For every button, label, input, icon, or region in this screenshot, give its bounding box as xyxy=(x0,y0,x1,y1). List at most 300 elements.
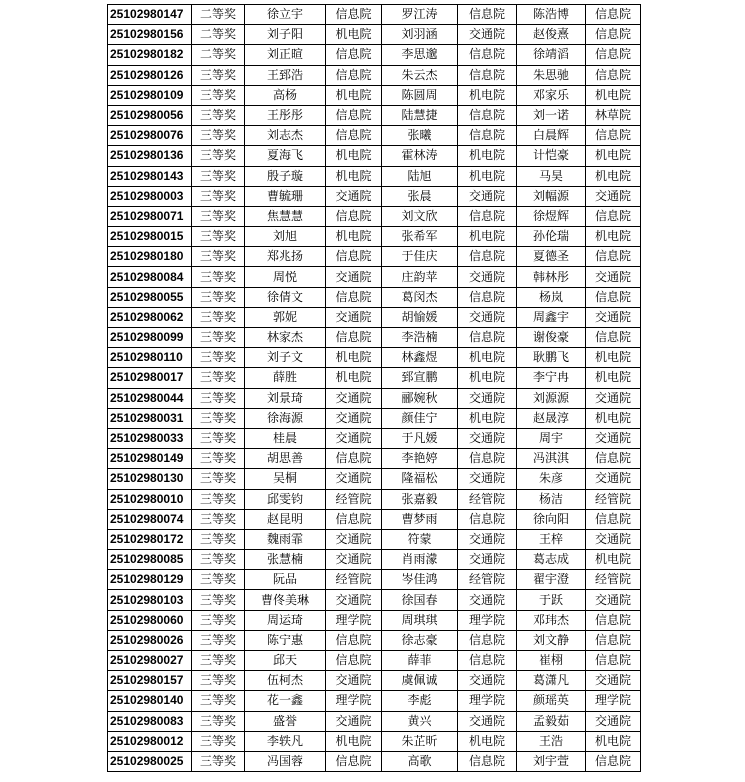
member-3-college-cell: 交通院 xyxy=(586,267,641,287)
member-1-college-cell: 信息院 xyxy=(326,65,382,85)
member-3-name-cell: 杨岚 xyxy=(517,287,586,307)
member-2-college-cell: 机电院 xyxy=(458,85,517,105)
member-2-name-cell: 陆旭 xyxy=(382,166,458,186)
member-3-college-cell: 信息院 xyxy=(586,328,641,348)
member-1-name-cell: 刘子阳 xyxy=(245,25,326,45)
team-id-cell: 25102980012 xyxy=(108,731,192,751)
member-3-name-cell: 马昊 xyxy=(517,166,586,186)
award-level-cell: 三等奖 xyxy=(192,731,245,751)
member-1-college-cell: 交通院 xyxy=(326,428,382,448)
member-2-name-cell: 张希军 xyxy=(382,227,458,247)
award-level-cell: 三等奖 xyxy=(192,671,245,691)
member-2-college-cell: 经管院 xyxy=(458,489,517,509)
member-3-name-cell: 陈浩博 xyxy=(517,5,586,25)
award-level-cell: 三等奖 xyxy=(192,428,245,448)
member-2-college-cell: 理学院 xyxy=(458,691,517,711)
member-3-name-cell: 葛志成 xyxy=(517,550,586,570)
member-3-college-cell: 机电院 xyxy=(586,550,641,570)
member-2-name-cell: 张曦 xyxy=(382,126,458,146)
member-1-college-cell: 交通院 xyxy=(326,307,382,327)
member-3-name-cell: 刘文静 xyxy=(517,630,586,650)
table-row xyxy=(108,388,641,408)
award-level-cell: 三等奖 xyxy=(192,550,245,570)
member-1-college-cell: 信息院 xyxy=(326,247,382,267)
member-1-name-cell: 周运琦 xyxy=(245,610,326,630)
member-1-name-cell: 焦慧慧 xyxy=(245,206,326,226)
table-row xyxy=(108,5,641,25)
table-row xyxy=(108,711,641,731)
member-2-name-cell: 朱云杰 xyxy=(382,65,458,85)
member-3-name-cell: 耿鹏飞 xyxy=(517,348,586,368)
member-2-college-cell: 机电院 xyxy=(458,166,517,186)
team-id-cell: 25102980129 xyxy=(108,570,192,590)
team-id-cell: 25102980099 xyxy=(108,328,192,348)
team-id-cell: 25102980044 xyxy=(108,388,192,408)
member-1-name-cell: 刘子文 xyxy=(245,348,326,368)
team-id-cell: 25102980180 xyxy=(108,247,192,267)
award-level-cell: 三等奖 xyxy=(192,287,245,307)
member-3-college-cell: 交通院 xyxy=(586,307,641,327)
team-id-cell: 25102980003 xyxy=(108,186,192,206)
member-1-college-cell: 信息院 xyxy=(326,751,382,771)
member-2-name-cell: 颜佳宁 xyxy=(382,408,458,428)
member-1-name-cell: 王郅浩 xyxy=(245,65,326,85)
member-1-name-cell: 郭妮 xyxy=(245,307,326,327)
team-id-cell: 25102980062 xyxy=(108,307,192,327)
team-id-cell: 25102980033 xyxy=(108,428,192,448)
team-id-cell: 25102980149 xyxy=(108,449,192,469)
member-2-name-cell: 周琪琪 xyxy=(382,610,458,630)
member-1-college-cell: 信息院 xyxy=(326,206,382,226)
member-1-college-cell: 交通院 xyxy=(326,267,382,287)
member-2-college-cell: 信息院 xyxy=(458,206,517,226)
member-1-name-cell: 周悦 xyxy=(245,267,326,287)
member-2-college-cell: 经管院 xyxy=(458,570,517,590)
member-2-college-cell: 信息院 xyxy=(458,287,517,307)
award-level-cell: 三等奖 xyxy=(192,610,245,630)
member-1-name-cell: 桂晨 xyxy=(245,428,326,448)
member-2-college-cell: 信息院 xyxy=(458,5,517,25)
member-1-college-cell: 信息院 xyxy=(326,45,382,65)
award-level-cell: 三等奖 xyxy=(192,186,245,206)
table-body xyxy=(108,5,641,772)
team-id-cell: 25102980060 xyxy=(108,610,192,630)
member-2-name-cell: 于凡媛 xyxy=(382,428,458,448)
table-row xyxy=(108,428,641,448)
member-1-name-cell: 林家杰 xyxy=(245,328,326,348)
member-2-name-cell: 岑佳鸿 xyxy=(382,570,458,590)
member-2-college-cell: 信息院 xyxy=(458,105,517,125)
member-1-name-cell: 魏雨霏 xyxy=(245,529,326,549)
award-level-cell: 三等奖 xyxy=(192,146,245,166)
member-3-college-cell: 机电院 xyxy=(586,368,641,388)
member-2-name-cell: 刘文欣 xyxy=(382,206,458,226)
member-3-college-cell: 信息院 xyxy=(586,25,641,45)
member-2-name-cell: 徐国春 xyxy=(382,590,458,610)
award-level-cell: 三等奖 xyxy=(192,469,245,489)
member-1-college-cell: 机电院 xyxy=(326,166,382,186)
member-2-college-cell: 信息院 xyxy=(458,45,517,65)
member-1-college-cell: 交通院 xyxy=(326,186,382,206)
member-3-college-cell: 交通院 xyxy=(586,529,641,549)
member-1-college-cell: 交通院 xyxy=(326,590,382,610)
member-2-name-cell: 陆慧捷 xyxy=(382,105,458,125)
member-2-college-cell: 交通院 xyxy=(458,469,517,489)
member-1-college-cell: 信息院 xyxy=(326,630,382,650)
member-2-name-cell: 朱芷昕 xyxy=(382,731,458,751)
member-1-name-cell: 赵昆明 xyxy=(245,509,326,529)
member-1-name-cell: 刘正暄 xyxy=(245,45,326,65)
member-3-name-cell: 孙伦瑞 xyxy=(517,227,586,247)
member-1-college-cell: 理学院 xyxy=(326,691,382,711)
award-level-cell: 二等奖 xyxy=(192,5,245,25)
member-2-college-cell: 信息院 xyxy=(458,247,517,267)
table-row xyxy=(108,328,641,348)
award-level-cell: 三等奖 xyxy=(192,711,245,731)
award-level-cell: 三等奖 xyxy=(192,751,245,771)
award-level-cell: 二等奖 xyxy=(192,45,245,65)
member-1-name-cell: 冯国蓉 xyxy=(245,751,326,771)
award-level-cell: 三等奖 xyxy=(192,449,245,469)
member-1-name-cell: 薛胜 xyxy=(245,368,326,388)
member-3-name-cell: 邓家乐 xyxy=(517,85,586,105)
member-2-college-cell: 交通院 xyxy=(458,25,517,45)
award-level-cell: 三等奖 xyxy=(192,126,245,146)
member-1-name-cell: 胡思善 xyxy=(245,449,326,469)
member-1-name-cell: 阮品 xyxy=(245,570,326,590)
team-id-cell: 25102980147 xyxy=(108,5,192,25)
member-3-college-cell: 交通院 xyxy=(586,388,641,408)
table-row xyxy=(108,307,641,327)
member-1-college-cell: 交通院 xyxy=(326,408,382,428)
member-2-name-cell: 林鑫煜 xyxy=(382,348,458,368)
award-level-cell: 三等奖 xyxy=(192,267,245,287)
member-3-name-cell: 孟毅茹 xyxy=(517,711,586,731)
member-1-college-cell: 理学院 xyxy=(326,610,382,630)
member-3-name-cell: 赵晟淳 xyxy=(517,408,586,428)
member-2-college-cell: 理学院 xyxy=(458,610,517,630)
member-1-name-cell: 王彤彤 xyxy=(245,105,326,125)
table-row xyxy=(108,731,641,751)
member-3-name-cell: 白晨辉 xyxy=(517,126,586,146)
member-3-college-cell: 信息院 xyxy=(586,206,641,226)
member-1-name-cell: 刘志杰 xyxy=(245,126,326,146)
table-row xyxy=(108,105,641,125)
member-3-college-cell: 信息院 xyxy=(586,5,641,25)
member-1-name-cell: 吴桐 xyxy=(245,469,326,489)
member-2-name-cell: 高歌 xyxy=(382,751,458,771)
member-3-name-cell: 计恺豪 xyxy=(517,146,586,166)
member-1-name-cell: 徐立宇 xyxy=(245,5,326,25)
member-2-name-cell: 郅宣鹏 xyxy=(382,368,458,388)
team-id-cell: 25102980172 xyxy=(108,529,192,549)
team-id-cell: 25102980130 xyxy=(108,469,192,489)
member-1-college-cell: 机电院 xyxy=(326,368,382,388)
member-1-name-cell: 陈宁惠 xyxy=(245,630,326,650)
award-level-cell: 三等奖 xyxy=(192,166,245,186)
member-1-college-cell: 机电院 xyxy=(326,731,382,751)
award-level-cell: 三等奖 xyxy=(192,529,245,549)
team-id-cell: 25102980017 xyxy=(108,368,192,388)
member-1-college-cell: 信息院 xyxy=(326,5,382,25)
member-3-name-cell: 翟宇澄 xyxy=(517,570,586,590)
member-3-college-cell: 机电院 xyxy=(586,85,641,105)
team-id-cell: 25102980031 xyxy=(108,408,192,428)
table-row xyxy=(108,45,641,65)
member-1-college-cell: 机电院 xyxy=(326,25,382,45)
member-3-name-cell: 刘幅源 xyxy=(517,186,586,206)
member-1-name-cell: 刘旭 xyxy=(245,227,326,247)
table-row xyxy=(108,65,641,85)
member-1-college-cell: 信息院 xyxy=(326,287,382,307)
member-3-college-cell: 机电院 xyxy=(586,146,641,166)
member-3-college-cell: 交通院 xyxy=(586,590,641,610)
member-3-name-cell: 朱彦 xyxy=(517,469,586,489)
table-row xyxy=(108,570,641,590)
member-3-college-cell: 信息院 xyxy=(586,65,641,85)
member-2-college-cell: 交通院 xyxy=(458,550,517,570)
member-2-name-cell: 葛闵杰 xyxy=(382,287,458,307)
award-level-cell: 三等奖 xyxy=(192,408,245,428)
member-3-college-cell: 交通院 xyxy=(586,711,641,731)
member-2-college-cell: 信息院 xyxy=(458,651,517,671)
member-2-college-cell: 信息院 xyxy=(458,65,517,85)
member-3-college-cell: 交通院 xyxy=(586,186,641,206)
member-2-name-cell: 于佳庆 xyxy=(382,247,458,267)
member-1-college-cell: 机电院 xyxy=(326,348,382,368)
table-row xyxy=(108,489,641,509)
table-row xyxy=(108,287,641,307)
member-1-college-cell: 交通院 xyxy=(326,529,382,549)
table-row xyxy=(108,186,641,206)
member-1-name-cell: 高杨 xyxy=(245,85,326,105)
award-level-cell: 三等奖 xyxy=(192,630,245,650)
member-1-college-cell: 交通院 xyxy=(326,711,382,731)
member-2-name-cell: 薛菲 xyxy=(382,651,458,671)
member-2-name-cell: 肖雨濛 xyxy=(382,550,458,570)
member-2-name-cell: 符蒙 xyxy=(382,529,458,549)
member-2-name-cell: 李浩楠 xyxy=(382,328,458,348)
table-row xyxy=(108,408,641,428)
member-3-college-cell: 信息院 xyxy=(586,45,641,65)
member-2-college-cell: 交通院 xyxy=(458,590,517,610)
award-level-cell: 三等奖 xyxy=(192,388,245,408)
member-3-name-cell: 刘宇萱 xyxy=(517,751,586,771)
team-id-cell: 25102980027 xyxy=(108,651,192,671)
table-row xyxy=(108,267,641,287)
member-3-college-cell: 机电院 xyxy=(586,227,641,247)
member-1-name-cell: 花一鑫 xyxy=(245,691,326,711)
member-1-college-cell: 交通院 xyxy=(326,671,382,691)
member-3-name-cell: 徐煜辉 xyxy=(517,206,586,226)
member-1-college-cell: 交通院 xyxy=(326,550,382,570)
member-3-college-cell: 交通院 xyxy=(586,469,641,489)
member-2-name-cell: 陈圆周 xyxy=(382,85,458,105)
member-3-name-cell: 邓玮杰 xyxy=(517,610,586,630)
member-2-college-cell: 机电院 xyxy=(458,368,517,388)
team-id-cell: 25102980126 xyxy=(108,65,192,85)
team-id-cell: 25102980110 xyxy=(108,348,192,368)
member-1-college-cell: 交通院 xyxy=(326,388,382,408)
member-3-college-cell: 机电院 xyxy=(586,348,641,368)
member-2-college-cell: 信息院 xyxy=(458,630,517,650)
member-3-name-cell: 朱思驰 xyxy=(517,65,586,85)
table-row xyxy=(108,469,641,489)
team-id-cell: 25102980143 xyxy=(108,166,192,186)
member-3-college-cell: 林草院 xyxy=(586,105,641,125)
member-3-name-cell: 刘源源 xyxy=(517,388,586,408)
table-row xyxy=(108,691,641,711)
member-3-name-cell: 韩林彤 xyxy=(517,267,586,287)
member-1-college-cell: 经管院 xyxy=(326,570,382,590)
member-1-college-cell: 信息院 xyxy=(326,651,382,671)
member-3-college-cell: 信息院 xyxy=(586,449,641,469)
member-2-name-cell: 庄韵苹 xyxy=(382,267,458,287)
award-level-cell: 三等奖 xyxy=(192,105,245,125)
member-2-college-cell: 信息院 xyxy=(458,751,517,771)
member-2-college-cell: 机电院 xyxy=(458,227,517,247)
member-3-name-cell: 谢俊豪 xyxy=(517,328,586,348)
member-1-name-cell: 徐海源 xyxy=(245,408,326,428)
member-2-name-cell: 张晨 xyxy=(382,186,458,206)
award-level-cell: 三等奖 xyxy=(192,691,245,711)
award-level-cell: 三等奖 xyxy=(192,247,245,267)
table-row xyxy=(108,590,641,610)
team-id-cell: 25102980010 xyxy=(108,489,192,509)
member-1-name-cell: 殷子璇 xyxy=(245,166,326,186)
member-2-name-cell: 胡愉媛 xyxy=(382,307,458,327)
member-1-name-cell: 伍柯杰 xyxy=(245,671,326,691)
member-1-name-cell: 郑兆扬 xyxy=(245,247,326,267)
member-2-college-cell: 交通院 xyxy=(458,428,517,448)
member-3-name-cell: 杨洁 xyxy=(517,489,586,509)
member-2-college-cell: 交通院 xyxy=(458,186,517,206)
award-level-cell: 三等奖 xyxy=(192,307,245,327)
table-row xyxy=(108,368,641,388)
member-3-name-cell: 夏德圣 xyxy=(517,247,586,267)
table-row xyxy=(108,509,641,529)
award-level-cell: 三等奖 xyxy=(192,590,245,610)
member-3-name-cell: 王浩 xyxy=(517,731,586,751)
team-id-cell: 25102980056 xyxy=(108,105,192,125)
member-2-college-cell: 机电院 xyxy=(458,408,517,428)
team-id-cell: 25102980084 xyxy=(108,267,192,287)
team-id-cell: 25102980055 xyxy=(108,287,192,307)
member-1-name-cell: 曹毓珊 xyxy=(245,186,326,206)
member-2-college-cell: 交通院 xyxy=(458,671,517,691)
member-1-name-cell: 邱雯钧 xyxy=(245,489,326,509)
member-3-name-cell: 刘一诺 xyxy=(517,105,586,125)
member-2-college-cell: 交通院 xyxy=(458,711,517,731)
member-2-name-cell: 李思邈 xyxy=(382,45,458,65)
award-level-cell: 二等奖 xyxy=(192,25,245,45)
member-3-college-cell: 信息院 xyxy=(586,247,641,267)
member-1-college-cell: 经管院 xyxy=(326,489,382,509)
member-1-name-cell: 盛誉 xyxy=(245,711,326,731)
member-2-college-cell: 信息院 xyxy=(458,328,517,348)
member-1-college-cell: 机电院 xyxy=(326,85,382,105)
member-2-college-cell: 信息院 xyxy=(458,449,517,469)
member-3-college-cell: 信息院 xyxy=(586,610,641,630)
team-id-cell: 25102980076 xyxy=(108,126,192,146)
team-id-cell: 25102980085 xyxy=(108,550,192,570)
award-level-cell: 三等奖 xyxy=(192,489,245,509)
award-level-cell: 三等奖 xyxy=(192,570,245,590)
table-row xyxy=(108,529,641,549)
team-id-cell: 25102980182 xyxy=(108,45,192,65)
member-2-college-cell: 机电院 xyxy=(458,348,517,368)
table-row xyxy=(108,247,641,267)
table-row xyxy=(108,126,641,146)
member-1-college-cell: 机电院 xyxy=(326,146,382,166)
member-2-college-cell: 交通院 xyxy=(458,388,517,408)
member-3-college-cell: 机电院 xyxy=(586,731,641,751)
table-row xyxy=(108,630,641,650)
team-id-cell: 25102980015 xyxy=(108,227,192,247)
table-row xyxy=(108,227,641,247)
award-level-cell: 三等奖 xyxy=(192,65,245,85)
table-row xyxy=(108,671,641,691)
member-1-name-cell: 邱天 xyxy=(245,651,326,671)
team-id-cell: 25102980071 xyxy=(108,206,192,226)
award-level-cell: 三等奖 xyxy=(192,509,245,529)
member-3-college-cell: 交通院 xyxy=(586,428,641,448)
member-3-name-cell: 周鑫宇 xyxy=(517,307,586,327)
member-3-college-cell: 机电院 xyxy=(586,408,641,428)
member-3-college-cell: 信息院 xyxy=(586,630,641,650)
member-2-name-cell: 李彪 xyxy=(382,691,458,711)
member-2-name-cell: 李艳婷 xyxy=(382,449,458,469)
member-2-college-cell: 交通院 xyxy=(458,307,517,327)
table-row xyxy=(108,550,641,570)
team-id-cell: 25102980026 xyxy=(108,630,192,650)
table-row xyxy=(108,85,641,105)
member-3-name-cell: 徐向阳 xyxy=(517,509,586,529)
award-level-cell: 三等奖 xyxy=(192,368,245,388)
team-id-cell: 25102980025 xyxy=(108,751,192,771)
member-3-college-cell: 交通院 xyxy=(586,671,641,691)
member-3-college-cell: 信息院 xyxy=(586,287,641,307)
team-id-cell: 25102980074 xyxy=(108,509,192,529)
member-2-name-cell: 黄兴 xyxy=(382,711,458,731)
award-list-table xyxy=(107,4,641,772)
award-level-cell: 三等奖 xyxy=(192,348,245,368)
team-id-cell: 25102980157 xyxy=(108,671,192,691)
member-2-college-cell: 信息院 xyxy=(458,509,517,529)
member-2-college-cell: 交通院 xyxy=(458,267,517,287)
table-row xyxy=(108,449,641,469)
team-id-cell: 25102980103 xyxy=(108,590,192,610)
member-3-name-cell: 冯淇淇 xyxy=(517,449,586,469)
member-1-name-cell: 张慧楠 xyxy=(245,550,326,570)
member-3-college-cell: 理学院 xyxy=(586,691,641,711)
member-1-college-cell: 交通院 xyxy=(326,469,382,489)
table-row xyxy=(108,610,641,630)
member-2-name-cell: 罗江涛 xyxy=(382,5,458,25)
award-level-cell: 三等奖 xyxy=(192,227,245,247)
member-2-name-cell: 张嘉毅 xyxy=(382,489,458,509)
team-id-cell: 25102980140 xyxy=(108,691,192,711)
member-3-college-cell: 经管院 xyxy=(586,489,641,509)
team-id-cell: 25102980136 xyxy=(108,146,192,166)
member-3-name-cell: 赵俊熹 xyxy=(517,25,586,45)
member-3-name-cell: 徐靖滔 xyxy=(517,45,586,65)
team-id-cell: 25102980109 xyxy=(108,85,192,105)
member-2-name-cell: 霍林涛 xyxy=(382,146,458,166)
member-1-college-cell: 机电院 xyxy=(326,227,382,247)
member-1-name-cell: 徐倩文 xyxy=(245,287,326,307)
member-3-name-cell: 于跃 xyxy=(517,590,586,610)
